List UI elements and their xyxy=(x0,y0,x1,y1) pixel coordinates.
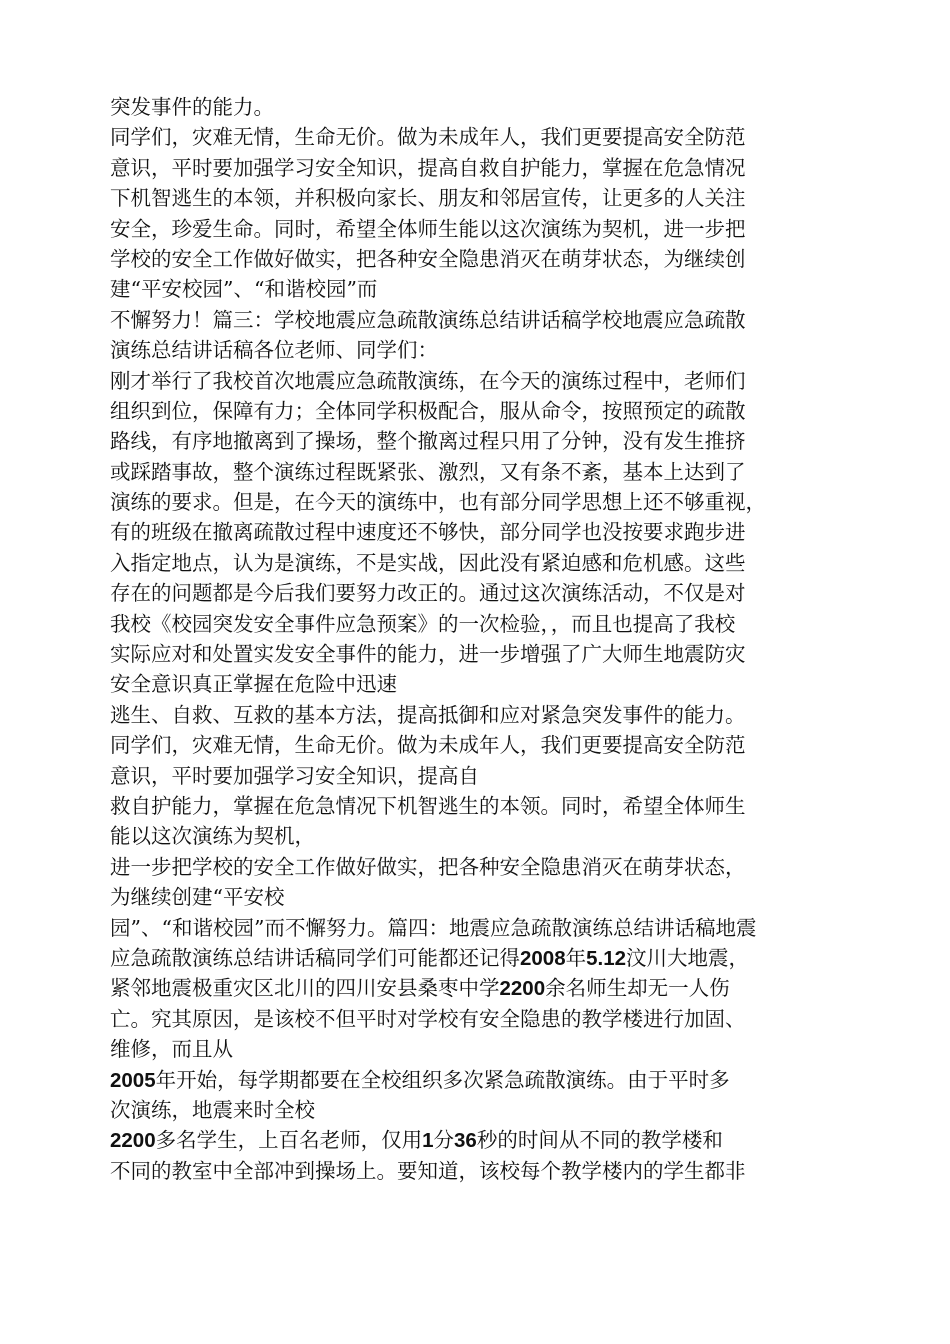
text-line: 刚才举行了我校首次地震应急疏散演练，在今天的演练过程中，老师们 xyxy=(110,368,746,393)
text-line: 下机智逃生的本领，并积极向家长、朋友和邻居宣传，让更多的人关注 xyxy=(110,186,746,211)
text-line: 紧邻地震极重灾区北川的四川安县桑枣中学2200余名师生却无一人伤 xyxy=(110,976,730,1001)
number-text: 5.12 xyxy=(586,946,627,970)
text-line: 建“平安校园”、“和谐校园”而 xyxy=(110,277,378,302)
text-line: 入指定地点，认为是演练，不是实战，因此没有紧迫感和危机感。这些 xyxy=(110,550,746,575)
text-line: 逃生、自救、互救的基本方法，提高抵御和应对紧急突发事件的能力。 xyxy=(110,702,746,727)
number-text: 2200 xyxy=(110,1129,156,1153)
text-line: 为继续创建“平安校 xyxy=(110,885,285,910)
number-text: 2200 xyxy=(499,977,546,1001)
number-text: 36 xyxy=(454,1129,477,1153)
number-text: 2005 xyxy=(110,1068,156,1092)
text-line: 亡。究其原因，是该校不但平时对学校有安全隐患的教学楼进行加固、 xyxy=(110,1006,746,1031)
text-line: 2200多名学生，上百名老师，仅用1分36秒的时间从不同的教学楼和 xyxy=(110,1128,723,1153)
text-line: 突发事件的能力。 xyxy=(110,95,274,119)
text-line: 维修，而且从 xyxy=(110,1037,233,1062)
text-line: 应急疏散演练总结讲话稿同学们可能都还记得2008年5.12汶川大地震， xyxy=(110,945,750,970)
document-body xyxy=(110,92,855,1186)
text-line: 能以这次演练为契机， xyxy=(110,824,315,849)
text-line: 次演练，地震来时全校 xyxy=(110,1097,315,1122)
text-line: 救自护能力，掌握在危急情况下机智逃生的本领。同时，希望全体师生 xyxy=(110,793,746,818)
text-line: 园”、“和谐校园”而不懈努力。篇四：地震应急疏散演练总结讲话稿地震 xyxy=(110,915,757,940)
number-text: 1 xyxy=(422,1129,434,1153)
text-line: 安全，珍爱生命。同时，希望全体师生能以这次演练为契机，进一步把 xyxy=(110,216,746,241)
text-line: 组织到位，保障有力；全体同学积极配合，服从命令，按照预定的疏散 xyxy=(110,398,746,423)
number-text: 2008 xyxy=(520,946,566,970)
text-line: 学校的安全工作做好做实，把各种安全隐患消灭在萌芽状态，为继续创 xyxy=(110,246,746,271)
text-line: 不同的教室中全部冲到操场上。要知道，该校每个教学楼内的学生都非 xyxy=(110,1158,746,1183)
text-line: 意识，平时要加强学习安全知识，提高自 xyxy=(110,763,479,788)
text-line: 存在的问题都是今后我们要努力改正的。通过这次演练活动，不仅是对 xyxy=(110,581,746,606)
text-line: 不懈努力！篇三：学校地震应急疏散演练总结讲话稿学校地震应急疏散 xyxy=(110,307,746,332)
text-line: 意识，平时要加强学习安全知识，提高自救自护能力，掌握在危急情况 xyxy=(110,155,746,180)
text-line: 或踩踏事故，整个演练过程既紧张、激烈，又有条不紊，基本上达到了 xyxy=(110,459,746,484)
text-line: 路线，有序地撤离到了操场，整个撤离过程只用了分钟，没有发生推挤 xyxy=(110,429,746,454)
text-line: 进一步把学校的安全工作做好做实，把各种安全隐患消灭在萌芽状态， xyxy=(110,854,746,879)
text-line: 2005年开始，每学期都要在全校组织多次紧急疏散演练。由于平时多 xyxy=(110,1067,730,1092)
text-line: 实际应对和处置实发安全事件的能力，进一步增强了广大师生地震防灾 xyxy=(110,642,746,667)
text-line: 演练总结讲话稿各位老师、同学们： xyxy=(110,338,438,363)
text-line: 有的班级在撤离疏散过程中速度还不够快，部分同学也没按要求跑步进 xyxy=(110,520,746,545)
text-line: 安全意识真正掌握在危险中迅速 xyxy=(110,672,397,697)
text-line: 我校《校园突发安全事件应急预案》的一次检验，，而且也提高了我校 xyxy=(110,611,736,636)
text-line: 同学们，灾难无情，生命无价。做为未成年人，我们更要提高安全防范 xyxy=(110,733,746,758)
text-line: 演练的要求。但是，在今天的演练中，也有部分同学思想上还不够重视， xyxy=(110,490,766,515)
text-line: 同学们，灾难无情，生命无价。做为未成年人，我们更要提高安全防范 xyxy=(110,125,746,150)
